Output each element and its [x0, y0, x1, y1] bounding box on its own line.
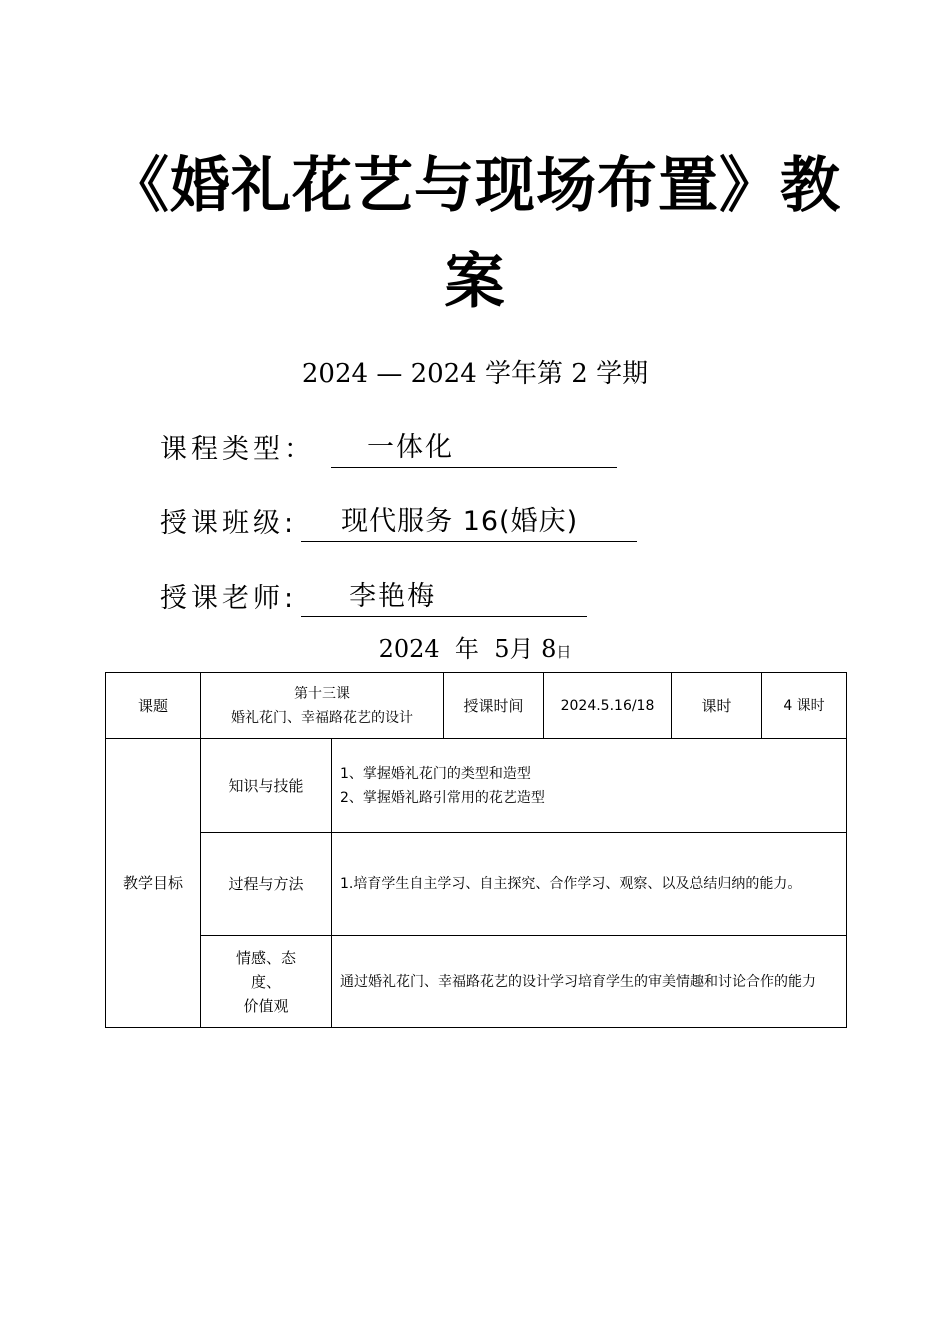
title-line-2: 案	[444, 247, 506, 317]
topic-line-1: 第十三课	[294, 685, 350, 702]
topic-label-cell	[106, 673, 201, 739]
table-row	[106, 833, 847, 936]
table-row	[106, 739, 847, 833]
topic-line-2: 婚礼花门、幸福路花艺的设计	[231, 709, 413, 726]
date-year: 2024	[378, 635, 440, 663]
title-line-1: 《婚礼花艺与现场布置》教	[109, 151, 841, 221]
lesson-plan-table	[105, 672, 847, 1028]
process-label: 过程与方法	[228, 875, 304, 893]
document-date	[0, 632, 950, 669]
emotion-text: 通过婚礼花门、幸福路花艺的设计学习培育学生的审美情趣和讨论合作的能力	[340, 973, 816, 990]
course-type-row	[160, 432, 617, 468]
teacher-label: 授课老师:	[160, 583, 298, 614]
date-year-unit: 年	[454, 635, 479, 663]
time-label: 授课时间	[463, 696, 524, 715]
process-label-cell	[201, 833, 332, 936]
table-row	[106, 673, 847, 739]
emotion-label-cell	[201, 936, 332, 1028]
process-content-cell	[332, 833, 847, 936]
course-type-value: 一体化	[331, 432, 617, 468]
date-day-unit: 日	[556, 643, 572, 661]
document-title	[80, 138, 870, 330]
emotion-label-line-1: 情感、态	[235, 948, 296, 967]
goals-label: 教学目标	[122, 874, 183, 892]
class-label: 授课班级:	[160, 508, 298, 539]
date-month: 5月	[494, 635, 534, 663]
knowledge-label-cell	[201, 739, 332, 833]
topic-label: 课题	[137, 696, 168, 715]
hours-label-cell	[672, 673, 762, 739]
knowledge-item-2: 2、掌握婚礼路引常用的花艺造型	[340, 789, 545, 806]
time-label-cell	[444, 673, 544, 739]
course-type-label: 课程类型：	[160, 434, 315, 465]
date-day: 8	[541, 635, 557, 663]
knowledge-label: 知识与技能	[228, 776, 304, 795]
hours-label: 课时	[701, 696, 732, 715]
hours-value: 4 课时	[783, 697, 825, 714]
time-value-cell	[544, 673, 672, 739]
emotion-label-line-2: 度、	[250, 972, 281, 991]
hours-value-cell	[762, 673, 847, 739]
class-value: 现代服务 16(婚庆)	[301, 506, 637, 542]
teacher-value: 李艳梅	[301, 581, 587, 617]
goals-label-cell	[106, 739, 201, 1028]
table-row	[106, 936, 847, 1028]
topic-value-cell	[201, 673, 444, 739]
process-text: 1.培育学生自主学习、自主探究、合作学习、观察、以及总结归纳的能力。	[340, 876, 802, 892]
emotion-content-cell	[332, 936, 847, 1028]
academic-term: 2024 — 2024 学年第 2 学期	[301, 359, 649, 389]
knowledge-item-1: 1、掌握婚礼花门的类型和造型	[340, 765, 531, 782]
emotion-label-line-3: 价值观	[243, 996, 289, 1015]
knowledge-content-cell	[332, 739, 847, 833]
teacher-row	[160, 581, 587, 617]
time-value: 2024.5.16/18	[560, 697, 655, 714]
class-row	[160, 506, 637, 542]
